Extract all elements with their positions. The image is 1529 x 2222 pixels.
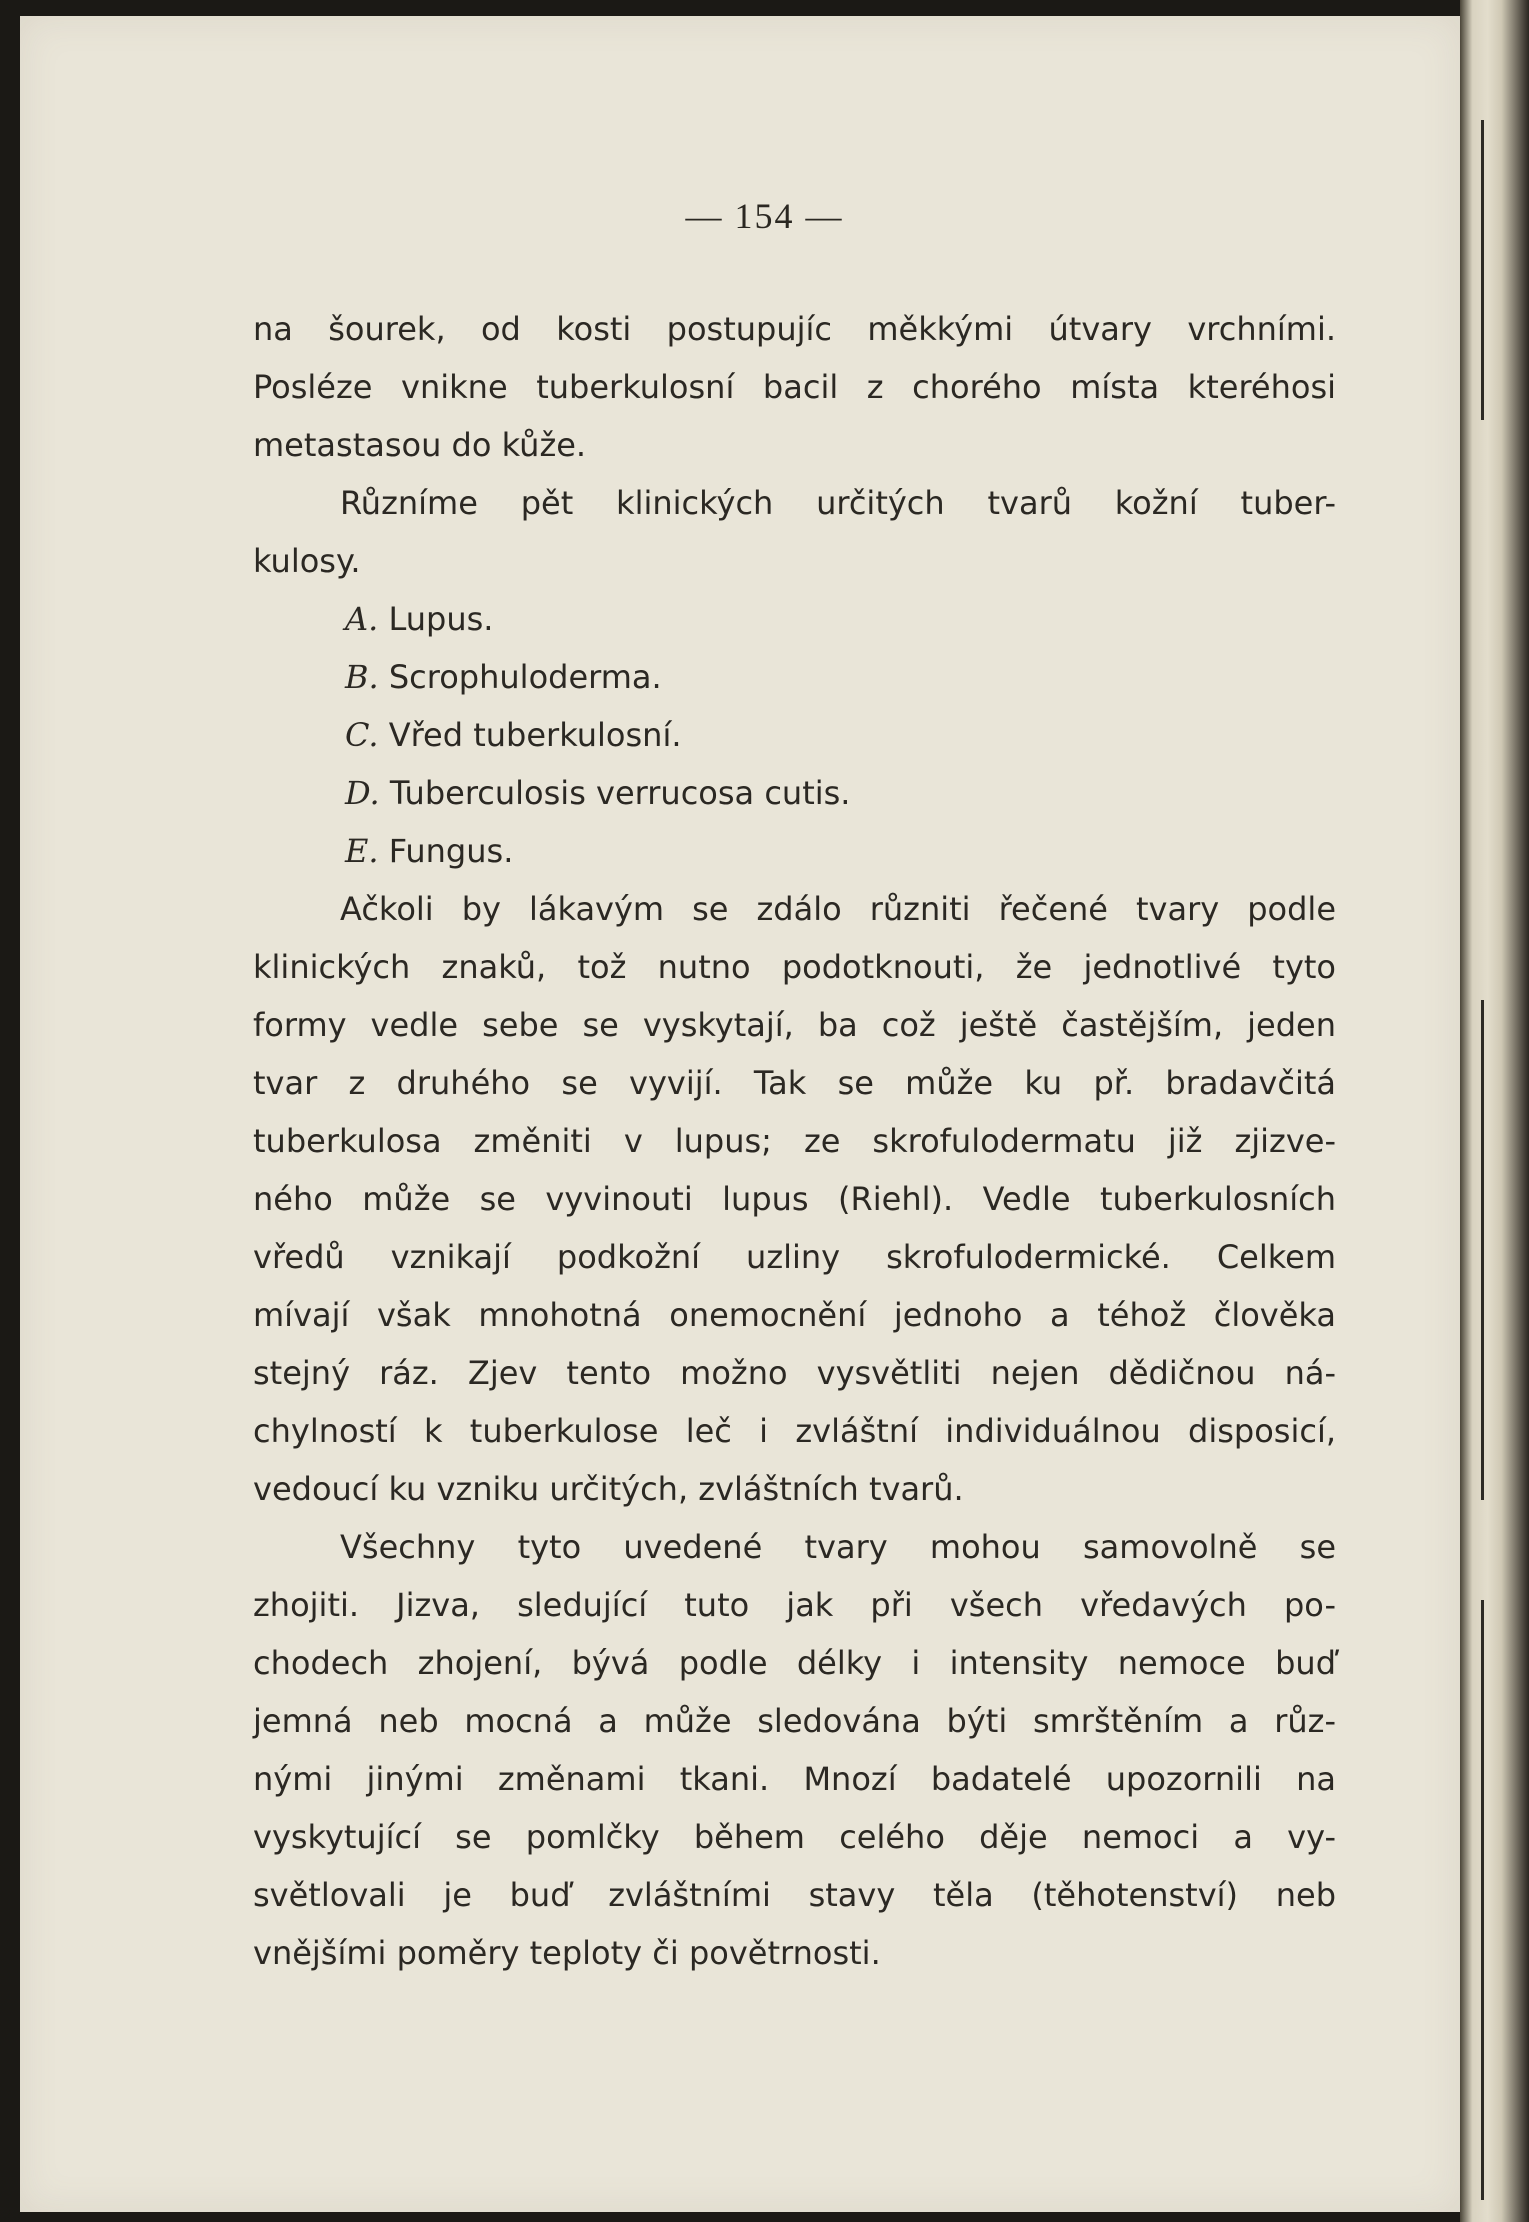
list-item-text: Fungus. — [388, 832, 514, 870]
list-item-text: Tuberculosis verrucosa cutis. — [389, 774, 851, 812]
list-item — [253, 764, 1336, 822]
list-item — [253, 706, 1336, 764]
text-line: formy vedle sebe se vyskytají, ba což ještě častějším, jeden — [253, 1006, 1336, 1044]
text-line: vředů vznikají podkožní uzliny skrofulodermické. Celkem — [253, 1238, 1336, 1276]
list-letter: E. — [345, 832, 379, 870]
gutter-shadow-line — [1481, 120, 1484, 420]
list-letter: B. — [345, 658, 379, 696]
list-item — [253, 822, 1336, 880]
list-item-text: Scrophuloderma. — [388, 658, 662, 696]
text-line: metastasou do kůže. — [253, 426, 587, 464]
text-line: jemná neb mocná a může sledována býti smrštěním a růz- — [253, 1702, 1336, 1740]
list-item-text: Lupus. — [388, 600, 494, 638]
text-line: chodech zhojení, bývá podle délky i intensity nemoce buď — [253, 1644, 1336, 1682]
text-line: stejný ráz. Zjev tento možno vysvětliti nejen dědičnou ná- — [253, 1354, 1336, 1392]
text-line: ného může se vyvinouti lupus (Riehl). Vedle tuberkulosních — [253, 1180, 1336, 1218]
page-number: — 154 — — [685, 196, 844, 236]
text-line: vnějšími poměry teploty či povětrnosti. — [253, 1934, 881, 1972]
text-line: Ačkoli by lákavým se zdálo různiti řečené tvary podle — [340, 890, 1336, 928]
gutter-shadow-line — [1481, 1600, 1484, 2200]
book-gutter — [1460, 0, 1529, 2222]
text-line: zhojiti. Jizva, sledující tuto jak při všech vředavých po- — [253, 1586, 1336, 1624]
text-line: chylností k tuberkulose leč i zvláštní individuálnou disposicí, — [253, 1412, 1336, 1450]
list-letter: D. — [345, 774, 380, 812]
text-line: tuberkulosa změniti v lupus; ze skrofulodermatu již zjizve- — [253, 1122, 1336, 1160]
list-letter: A. — [345, 600, 379, 638]
text-line: kulosy. — [253, 542, 361, 580]
text-line: klinických znaků, tož nutno podotknouti, že jednotlivé tyto — [253, 948, 1336, 986]
list-letter: C. — [345, 716, 379, 754]
text-line: nými jinými změnami tkani. Mnozí badatelé upozornili na — [253, 1760, 1336, 1798]
list-item-text: Vřed tuberkulosní. — [388, 716, 682, 754]
text-line: na šourek, od kosti postupujíc měkkými útvary vrchními. — [253, 310, 1336, 348]
text-line: mívají však mnohotná onemocnění jednoho a téhož člověka — [253, 1296, 1336, 1334]
text-line: tvar z druhého se vyvijí. Tak se může ku př. bradavčitá — [253, 1064, 1336, 1102]
list-item — [253, 648, 1336, 706]
text-line: světlovali je buď zvláštními stavy těla (těhotenství) neb — [253, 1876, 1336, 1914]
gutter-shadow-line — [1481, 1000, 1484, 1500]
text-line: Různíme pět klinických určitých tvarů kožní tuber- — [340, 484, 1336, 522]
page-body — [253, 300, 1336, 1982]
text-line: Posléze vnikne tuberkulosní bacil z chorého místa kteréhosi — [253, 368, 1336, 406]
text-line: vedoucí ku vzniku určitých, zvláštních tvarů. — [253, 1470, 964, 1508]
text-line: vyskytující se pomlčky během celého děje nemoci a vy- — [253, 1818, 1336, 1856]
text-line: Všechny tyto uvedené tvary mohou samovolně se — [340, 1528, 1336, 1566]
list-item — [253, 590, 1336, 648]
